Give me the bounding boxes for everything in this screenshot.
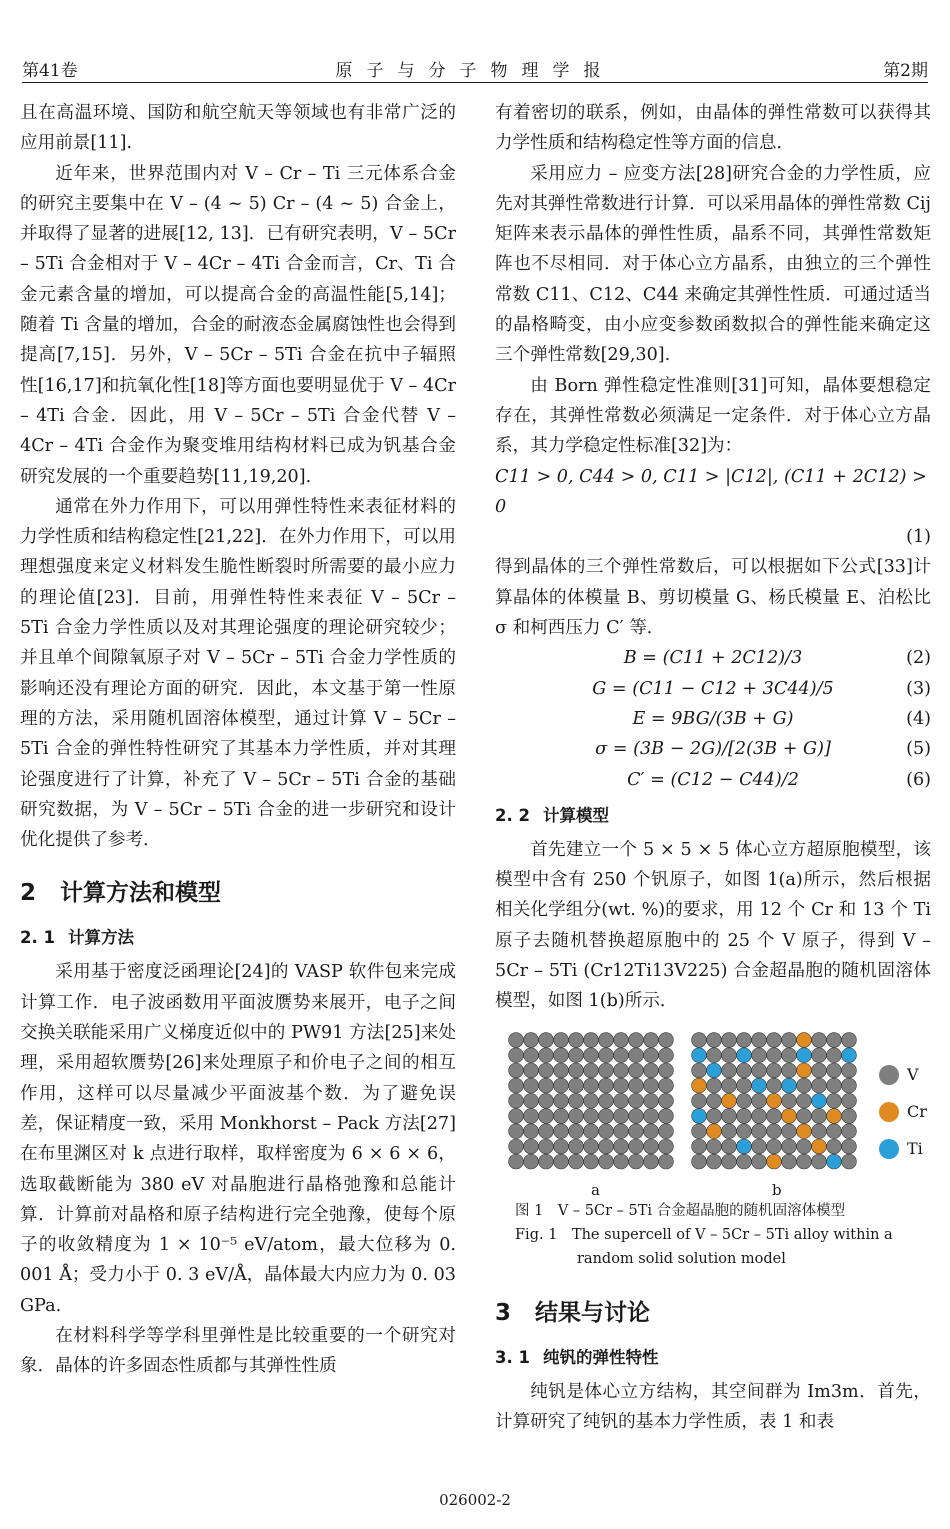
atom [812,1047,827,1062]
atom [722,1139,737,1154]
atom [782,1139,797,1154]
atom [569,1032,584,1047]
legend-item-cr [879,1094,927,1131]
subsection-title: 计算模型 [543,805,609,825]
atom [554,1063,569,1078]
atom [782,1063,797,1078]
paragraph: 近年来，世界范围内对 V – Cr – Ti 三元体系合金的研究主要集中在 V – (4 ~ 5) Cr – (4 ~ 5) 合金上，并取得了显著的进展[12, 13]．已有研究表明，V – 5Cr – 5Ti 合金相对于 V – 4Cr – 4Ti 合金而言，Cr、Ti 合金元素含量的增加，可以提高合金的高温性能[5,14]；随着 Ti 含量的增加，合金的耐液态金属腐蚀性也会得到提高[7,15]．另外，V – 5Cr – 5Ti 合金在抗中子辐照性[16,17]和抗氧化性[18]等方面也要明显优于 V – 4Cr – 4Ti 合金．因此，用 V – 5Cr – 5Ti 合金代替 V – 4Cr – 4Ti 合金作为聚变堆用结构材料已成为钒基合金研究发展的一个重要趋势[11,19,20]. [20,163,456,487]
equation-1: C11 > 0, C44 > 0, C11 > |C12|, (C11 + 2C12) > 0 [495,466,927,517]
atom [644,1063,659,1078]
legend-label: Ti [907,1138,923,1158]
atom [554,1078,569,1093]
atom [812,1154,827,1169]
atom [737,1032,752,1047]
atom [692,1032,707,1047]
figure-1 [495,1029,931,1199]
atom [752,1047,767,1062]
atom [539,1139,554,1154]
atom [722,1032,737,1047]
atom [569,1078,584,1093]
atom [569,1154,584,1169]
equation-3 [495,674,931,704]
atom [722,1063,737,1078]
legend-label: Cr [907,1101,927,1121]
subsection-heading [495,1343,931,1373]
equation-number: (4) [906,708,931,729]
atom [539,1108,554,1123]
atom [752,1108,767,1123]
atom [584,1078,599,1093]
atom-cr-icon [879,1102,899,1122]
atom [539,1047,554,1062]
section-number: 2 [20,880,37,907]
atom-ti-icon [879,1139,899,1159]
atom [629,1108,644,1123]
equation-number: (2) [906,648,931,669]
atom [554,1139,569,1154]
section-heading [495,1297,931,1329]
atom [629,1032,644,1047]
atom [827,1154,842,1169]
page-number: 026002-2 [439,1491,511,1509]
figure-legend [879,1057,927,1168]
atom [524,1139,539,1154]
atom [554,1047,569,1062]
atom [554,1093,569,1108]
atom [569,1139,584,1154]
atom [767,1154,782,1169]
atom [812,1123,827,1138]
atom [659,1078,674,1093]
atom [524,1093,539,1108]
atom [737,1139,752,1154]
atom [737,1154,752,1169]
atom [692,1063,707,1078]
equation-5 [495,734,931,764]
atom [797,1139,812,1154]
atom [569,1093,584,1108]
atom [827,1063,842,1078]
atom [629,1063,644,1078]
atom [599,1032,614,1047]
paragraph: 首先建立一个 5 × 5 × 5 体心立方超原胞模型，该模型中含有 250 个钒原子，如图 1(a)所示，然后根据相关化学组分(wt. %)的要求，用 12 个 Cr 和 13 个 Ti 原子去随机替换超原胞中的 25 个 V 原子，得到 V – 5Cr – 5Ti (Cr12Ti13V225) 合金超晶胞的随机固溶体模型，如图 1(b)所示． [495,839,931,1012]
atom [584,1093,599,1108]
atom [707,1123,722,1138]
atom [752,1139,767,1154]
atom [842,1108,857,1123]
atom [599,1154,614,1169]
atom [644,1078,659,1093]
atom-v-icon [879,1065,899,1085]
atom [782,1078,797,1093]
atom [707,1063,722,1078]
atom [707,1047,722,1062]
subsection-number: 2. 2 [495,805,530,825]
atom [782,1108,797,1123]
subsection-heading [495,801,931,831]
atom [827,1047,842,1062]
atom [737,1047,752,1062]
running-header [22,50,928,80]
atom [797,1108,812,1123]
atom [797,1093,812,1108]
subsection-heading [20,923,456,953]
atom [554,1108,569,1123]
paragraph: 采用应力 – 应变方法[28]研究合金的力学性质，应先对其弹性常数进行计算．可以采用晶体的弹性常数 Cij 矩阵来表示晶体的弹性性质，晶系不同，其弹性常数矩阵也不尽相同．对于体心立方晶系，由独立的三个弹性常数 C11、C12、C44 来确定其弹性性质．可通过适当的晶格畸变，由小应变参数函数拟合的弹性能来确定这三个弹性常数[29,30]. [495,163,931,366]
atom [722,1108,737,1123]
atom [659,1108,674,1123]
atom [827,1108,842,1123]
atom [539,1093,554,1108]
atom [767,1108,782,1123]
equation-6 [495,765,931,795]
atom [659,1093,674,1108]
atom [524,1047,539,1062]
atom [812,1139,827,1154]
volume-label: 第41卷 [22,61,78,81]
atom [782,1154,797,1169]
atom [524,1078,539,1093]
atom [827,1093,842,1108]
atom [539,1078,554,1093]
atom [614,1108,629,1123]
journal-title: 原子与分子物理学报 [335,61,615,81]
equation-number: (6) [906,769,931,790]
atom [812,1032,827,1047]
atom [767,1032,782,1047]
atom [629,1093,644,1108]
atom [554,1032,569,1047]
equation-formula: σ = (3B − 2G)/[2(3B + G)] [595,739,831,760]
atom [644,1032,659,1047]
atom [752,1032,767,1047]
atom [722,1078,737,1093]
atom [659,1063,674,1078]
atom [569,1108,584,1123]
atom [539,1154,554,1169]
atom [812,1108,827,1123]
section-title: 结果与讨论 [535,1299,650,1326]
atom [767,1093,782,1108]
atom [707,1093,722,1108]
atom [584,1108,599,1123]
legend-item-v [879,1057,927,1094]
atom [842,1123,857,1138]
atom [752,1078,767,1093]
atom [659,1154,674,1169]
atom [509,1108,524,1123]
atom [722,1047,737,1062]
caption-english-cont: random solid solution model [577,1250,786,1267]
atom [614,1047,629,1062]
atom [692,1093,707,1108]
atom [752,1123,767,1138]
atom [539,1032,554,1047]
atom [524,1108,539,1123]
atom [692,1139,707,1154]
atom [614,1139,629,1154]
paragraph: 通常在外力作用下，可以用弹性特性来表征材料的力学性质和结构稳定性[21,22]．在外力作用下，可以用理想强度来定义材料发生脆性断裂时所需要的最小应力的理论值[23]．目前，用弹性特性来表征 V – 5Cr – 5Ti 合金力学性质以及对其理论强度的理论研究较少；并且单个间隙氧原子对 V – 5Cr – 5Ti 合金力学性质的影响还没有理论方面的研究．因此，本文基于第一性原理的方法，采用随机固溶体模型，通过计算 V – 5Cr – 5Ti 合金的弹性特性研究了其基本力学性质，并对其理论强度进行了计算，补充了 V – 5Cr – 5Ti 合金的基础研究数据，为 V – 5Cr – 5Ti 合金的进一步研究和设计优化提供了参考． [20,496,456,851]
atom [554,1154,569,1169]
atom [722,1154,737,1169]
atom [797,1032,812,1047]
atom [692,1154,707,1169]
atom [524,1063,539,1078]
atom [692,1078,707,1093]
atom [584,1123,599,1138]
atom [767,1047,782,1062]
atom [629,1139,644,1154]
paragraph: 得到晶体的三个弹性常数后，可以根据如下公式[33]计算晶体的体模量 B、剪切模量 G、杨氏模量 E、泊松比 σ 和柯西压力 C′ 等． [495,557,931,639]
subsection-number: 2. 1 [20,928,55,948]
atom [644,1139,659,1154]
atom [644,1123,659,1138]
atom [827,1139,842,1154]
atom [509,1078,524,1093]
caption-chinese: 图 1 V – 5Cr – 5Ti 合金超晶胞的随机固溶体模型 [515,1202,846,1219]
atom [782,1032,797,1047]
atom [614,1154,629,1169]
atom [752,1093,767,1108]
atom [509,1093,524,1108]
section-heading [20,877,456,909]
atom [539,1123,554,1138]
atom [767,1063,782,1078]
issue-label: 第2期 [883,61,928,81]
atom [584,1063,599,1078]
section-number: 3 [495,1299,512,1326]
atom [812,1093,827,1108]
atom [629,1047,644,1062]
atom [752,1063,767,1078]
figure-caption [495,1199,931,1271]
atom [797,1063,812,1078]
atom [767,1078,782,1093]
atom [797,1154,812,1169]
atom [614,1123,629,1138]
atom [782,1047,797,1062]
atom [599,1139,614,1154]
atom [692,1108,707,1123]
left-column [20,98,456,1382]
atom [827,1032,842,1047]
section-title: 计算方法和模型 [60,880,221,907]
atom [737,1063,752,1078]
figure-label-a: a [591,1180,600,1199]
atom [722,1093,737,1108]
atom [737,1078,752,1093]
atom [827,1123,842,1138]
atom [509,1139,524,1154]
atom [584,1139,599,1154]
atom [692,1123,707,1138]
paragraph: 采用基于密度泛函理论[24]的 VASP 软件包来完成计算工作．电子波函数用平面波赝势来展开，电子之间交换关联能采用广义梯度近似中的 PW91 方法[25]来处理，采用超软赝势[26]来处理原子和价电子之间的相互作用，这样可以尽量减少平面波基个数．为了避免误差，保证精度一致，采用 Monkhorst – Pack 方法[27]在布里渊区对 k 点进行取样，取样密度为 6 × 6 × 6，选取截断能为 380 eV 对晶胞进行晶格弛豫和总能计算．计算前对晶格和原子结构进行完全弛豫，使每个原子的收敛精度为 1 × 10⁻⁵ eV/atom，最大位移为 0. 001 Å；受力小于 0. 3 eV/Å，晶体最大内应力为 0. 03 GPa. [20,962,456,1316]
equation-formula: C′ = (C12 − C44)/2 [627,769,799,790]
supercell-model-b [690,1031,858,1171]
atom [767,1139,782,1154]
atom [524,1032,539,1047]
equation-formula: E = 9BG/(3B + G) [632,708,794,729]
atom [692,1047,707,1062]
subsection-title: 计算方法 [68,928,134,948]
atom [737,1123,752,1138]
atom [659,1047,674,1062]
supercell-model-a [507,1031,675,1171]
equation-4 [495,704,931,734]
atom [842,1093,857,1108]
atom [707,1154,722,1169]
atom [599,1047,614,1062]
atom [509,1032,524,1047]
atom [599,1063,614,1078]
atom [614,1063,629,1078]
atom [599,1078,614,1093]
atom [539,1063,554,1078]
atom [569,1123,584,1138]
atom [707,1078,722,1093]
paragraph: 在材料科学等学科里弹性是比较重要的一个研究对象．晶体的许多固态性质都与其弹性性质 [20,1325,456,1377]
atom [842,1047,857,1062]
atom [659,1123,674,1138]
atom [509,1063,524,1078]
atom [509,1123,524,1138]
atom [644,1047,659,1062]
atom [782,1123,797,1138]
atom [752,1154,767,1169]
atom [659,1032,674,1047]
atom [812,1063,827,1078]
caption-english: Fig. 1 The supercell of V – 5Cr – 5Ti alloy within a [515,1226,893,1243]
equation-formula: B = (C11 + 2C12)/3 [623,648,803,669]
atom [737,1093,752,1108]
figure-label-b: b [772,1180,782,1199]
atom [584,1047,599,1062]
atom [644,1093,659,1108]
atom [614,1032,629,1047]
atom [782,1093,797,1108]
equation-formula: G = (C11 − C12 + 3C44)/5 [592,678,834,699]
paragraph: 由 Born 弹性稳定性准则[31]可知，晶体要想稳定存在，其弹性常数必须满足一定条件．对于体心立方晶系，其力学稳定性标准[32]为： [495,375,931,457]
atom [842,1139,857,1154]
atom [842,1032,857,1047]
atom [629,1154,644,1169]
atom [842,1078,857,1093]
atom [707,1032,722,1047]
paragraph: 纯钒是体心立方结构，其空间群为 Im3m．首先，计算研究了纯钒的基本力学性质，表 1 和表 [495,1381,931,1432]
atom [599,1108,614,1123]
atom [797,1123,812,1138]
atom [569,1047,584,1062]
atom [659,1139,674,1154]
atom [554,1123,569,1138]
atom [524,1154,539,1169]
atom [722,1123,737,1138]
atom [707,1108,722,1123]
atom [599,1123,614,1138]
atom [584,1154,599,1169]
right-column [495,98,931,1437]
atom [842,1154,857,1169]
atom [629,1078,644,1093]
atom [707,1139,722,1154]
atom [569,1063,584,1078]
equation-number: (3) [906,678,931,699]
atom [509,1047,524,1062]
equation-number: (1) [906,527,931,548]
atom [629,1123,644,1138]
atom [767,1123,782,1138]
atom [827,1078,842,1093]
atom [584,1032,599,1047]
subsection-number: 3. 1 [495,1347,530,1367]
atom [842,1063,857,1078]
atom [614,1078,629,1093]
atom [644,1108,659,1123]
paragraph: 且在高温环境、国防和航空航天等领域也有非常广泛的应用前景[11]. [20,103,456,154]
atom [524,1123,539,1138]
atom [812,1078,827,1093]
atom [614,1093,629,1108]
atom [599,1093,614,1108]
atom [509,1154,524,1169]
equation-number: (5) [906,739,931,760]
paragraph: 有着密切的联系，例如，由晶体的弹性常数可以获得其力学性质和结构稳定性等方面的信息． [495,103,931,154]
subsection-title: 纯钒的弹性特性 [543,1347,659,1367]
atom [644,1154,659,1169]
atom [797,1047,812,1062]
atom [797,1078,812,1093]
legend-label: V [907,1064,919,1084]
legend-item-ti [879,1131,927,1168]
atom [737,1108,752,1123]
equation-2 [495,643,931,673]
header-rule [22,82,928,83]
